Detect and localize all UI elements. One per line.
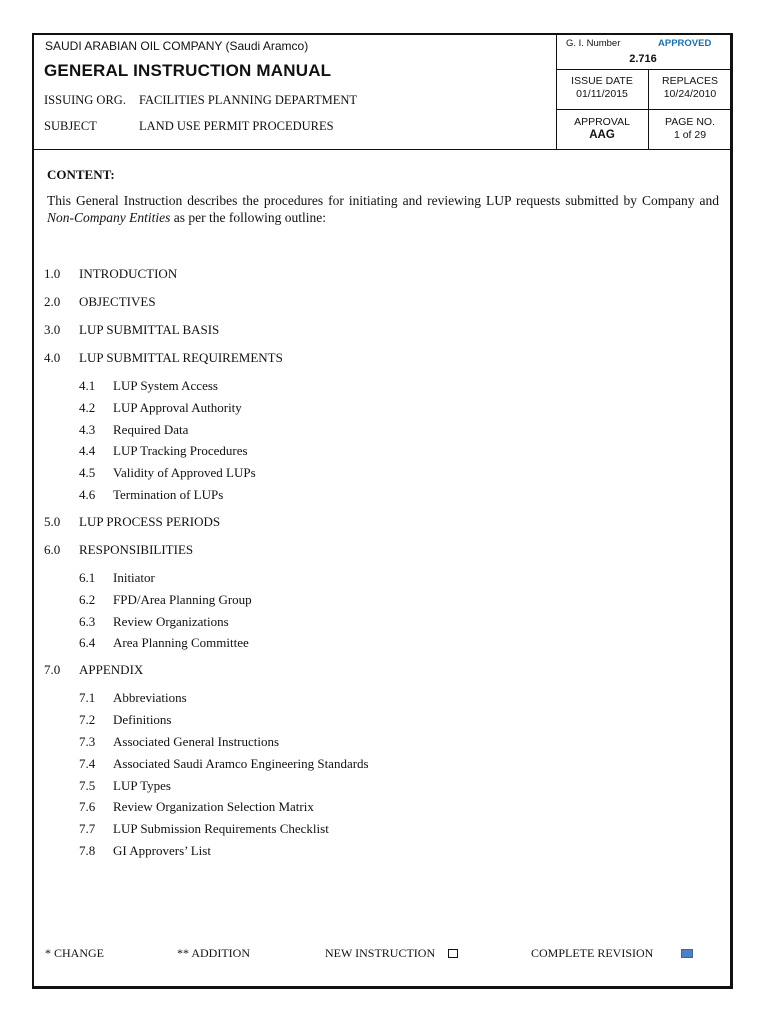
- subject-value: LAND USE PERMIT PROCEDURES: [139, 119, 334, 133]
- legend-change: * CHANGE: [45, 946, 104, 960]
- toc-number: 2.0: [44, 294, 61, 309]
- toc-number: 4.6: [79, 487, 96, 502]
- approval-label: APPROVAL: [574, 116, 630, 128]
- toc-number: 5.0: [44, 514, 61, 529]
- toc-label: LUP SUBMITTAL REQUIREMENTS: [79, 350, 283, 365]
- header-bottom-rule: [34, 149, 731, 150]
- toc-label: Area Planning Committee: [113, 635, 249, 651]
- toc-label: OBJECTIVES: [79, 294, 156, 309]
- toc-label: LUP Submission Requirements Checklist: [113, 821, 329, 837]
- toc-label: Associated Saudi Aramco Engineering Standards: [113, 755, 369, 771]
- toc-label: Review Organization Selection Matrix: [113, 799, 314, 815]
- subject-label: SUBJECT: [44, 119, 97, 133]
- issue-date-value: 01/11/2015: [576, 88, 628, 100]
- toc-label: Validity of Approved LUPs: [113, 465, 256, 481]
- toc-label: Definitions: [113, 712, 172, 728]
- gi-number-label: G. I. Number: [566, 38, 621, 49]
- toc-number: 6.3: [79, 613, 96, 629]
- toc-number: 6.1: [79, 570, 96, 585]
- page-number-box: [649, 116, 731, 142]
- toc-label: Required Data: [113, 421, 189, 437]
- intro-paragraph: [47, 192, 719, 226]
- toc-number: 1.0: [44, 266, 61, 281]
- toc-number: 7.0: [44, 662, 61, 678]
- toc-number: 7.8: [79, 843, 96, 858]
- toc-number: 6.0: [44, 542, 61, 557]
- toc-number: 4.1: [79, 378, 96, 393]
- legend-complete-revision: COMPLETE REVISION: [531, 946, 654, 960]
- manual-title: GENERAL INSTRUCTION MANUAL: [44, 61, 332, 80]
- new-instruction-checkbox: [448, 949, 458, 958]
- toc-number: 7.6: [79, 799, 96, 815]
- toc-label: GI Approvers’ List: [113, 843, 211, 858]
- issue-date-label: ISSUE DATE: [571, 75, 633, 87]
- toc-label: Termination of LUPs: [113, 487, 224, 502]
- intro-text-emphasis: Non-Company Entities: [47, 210, 171, 225]
- toc-label: Associated General Instructions: [113, 734, 280, 749]
- intro-text-end: as per the following outline:: [170, 210, 326, 225]
- toc-label: LUP Approval Authority: [113, 399, 242, 415]
- replaces-label: REPLACES: [661, 75, 719, 87]
- toc-number: 3.0: [44, 322, 61, 337]
- toc-label: Abbreviations: [113, 690, 187, 706]
- legend-new-instruction: NEW INSTRUCTION: [325, 946, 436, 960]
- gi-number-bottom-rule: [556, 69, 731, 70]
- toc-number: 6.4: [79, 635, 96, 651]
- toc-label: LUP Types: [113, 777, 171, 793]
- issuing-org-label: ISSUING ORG.: [44, 93, 126, 107]
- toc-number: 6.2: [79, 591, 96, 607]
- replaces-box: [649, 75, 731, 101]
- toc-label: FPD/Area Planning Group: [113, 591, 252, 607]
- toc-label: RESPONSIBILITIES: [79, 542, 194, 557]
- status-badge: APPROVED: [658, 38, 712, 49]
- toc-number: 7.4: [79, 755, 96, 771]
- content-heading: CONTENT:: [47, 167, 115, 182]
- toc-label: APPENDIX: [79, 662, 144, 678]
- gi-number: 2.716: [629, 53, 657, 65]
- toc-number: 4.4: [79, 443, 96, 459]
- issuing-org-value: FACILITIES PLANNING DEPARTMENT: [139, 93, 357, 107]
- toc-number: 4.0: [44, 350, 61, 365]
- page-number-label: PAGE NO.: [665, 116, 715, 128]
- complete-revision-checkbox: [681, 949, 693, 958]
- toc-number: 7.1: [79, 690, 96, 706]
- toc-label: Initiator: [113, 570, 155, 585]
- toc-number: 4.3: [79, 421, 96, 437]
- issue-date-bottom-rule: [556, 109, 731, 110]
- toc-label: LUP PROCESS PERIODS: [79, 514, 221, 529]
- toc-number: 4.5: [79, 465, 96, 481]
- toc-label: LUP Tracking Procedures: [113, 443, 248, 459]
- toc-number: 7.2: [79, 712, 96, 728]
- replaces-value: 10/24/2010: [663, 88, 717, 100]
- toc-number: 7.3: [79, 734, 96, 749]
- toc-label: Review Organizations: [113, 613, 229, 629]
- approval-box: [556, 116, 648, 142]
- intro-text-start: This General Instruction describes the procedures for initiating and reviewing LUP requests submitted by Company and: [47, 193, 719, 208]
- document-page: [32, 33, 733, 989]
- toc-label: INTRODUCTION: [79, 266, 178, 281]
- legend-addition: ** ADDITION: [177, 946, 250, 960]
- toc-label: LUP SUBMITTAL BASIS: [79, 322, 220, 337]
- toc-number: 7.7: [79, 821, 96, 837]
- approval-value: AAG: [589, 129, 615, 141]
- page-number-value: 1 of 29: [673, 129, 707, 141]
- issue-date-box: [556, 75, 648, 101]
- toc-number: 7.5: [79, 777, 96, 793]
- toc-label: LUP System Access: [113, 378, 218, 393]
- company-name: SAUDI ARABIAN OIL COMPANY (Saudi Aramco): [45, 39, 309, 53]
- toc-number: 4.2: [79, 399, 96, 415]
